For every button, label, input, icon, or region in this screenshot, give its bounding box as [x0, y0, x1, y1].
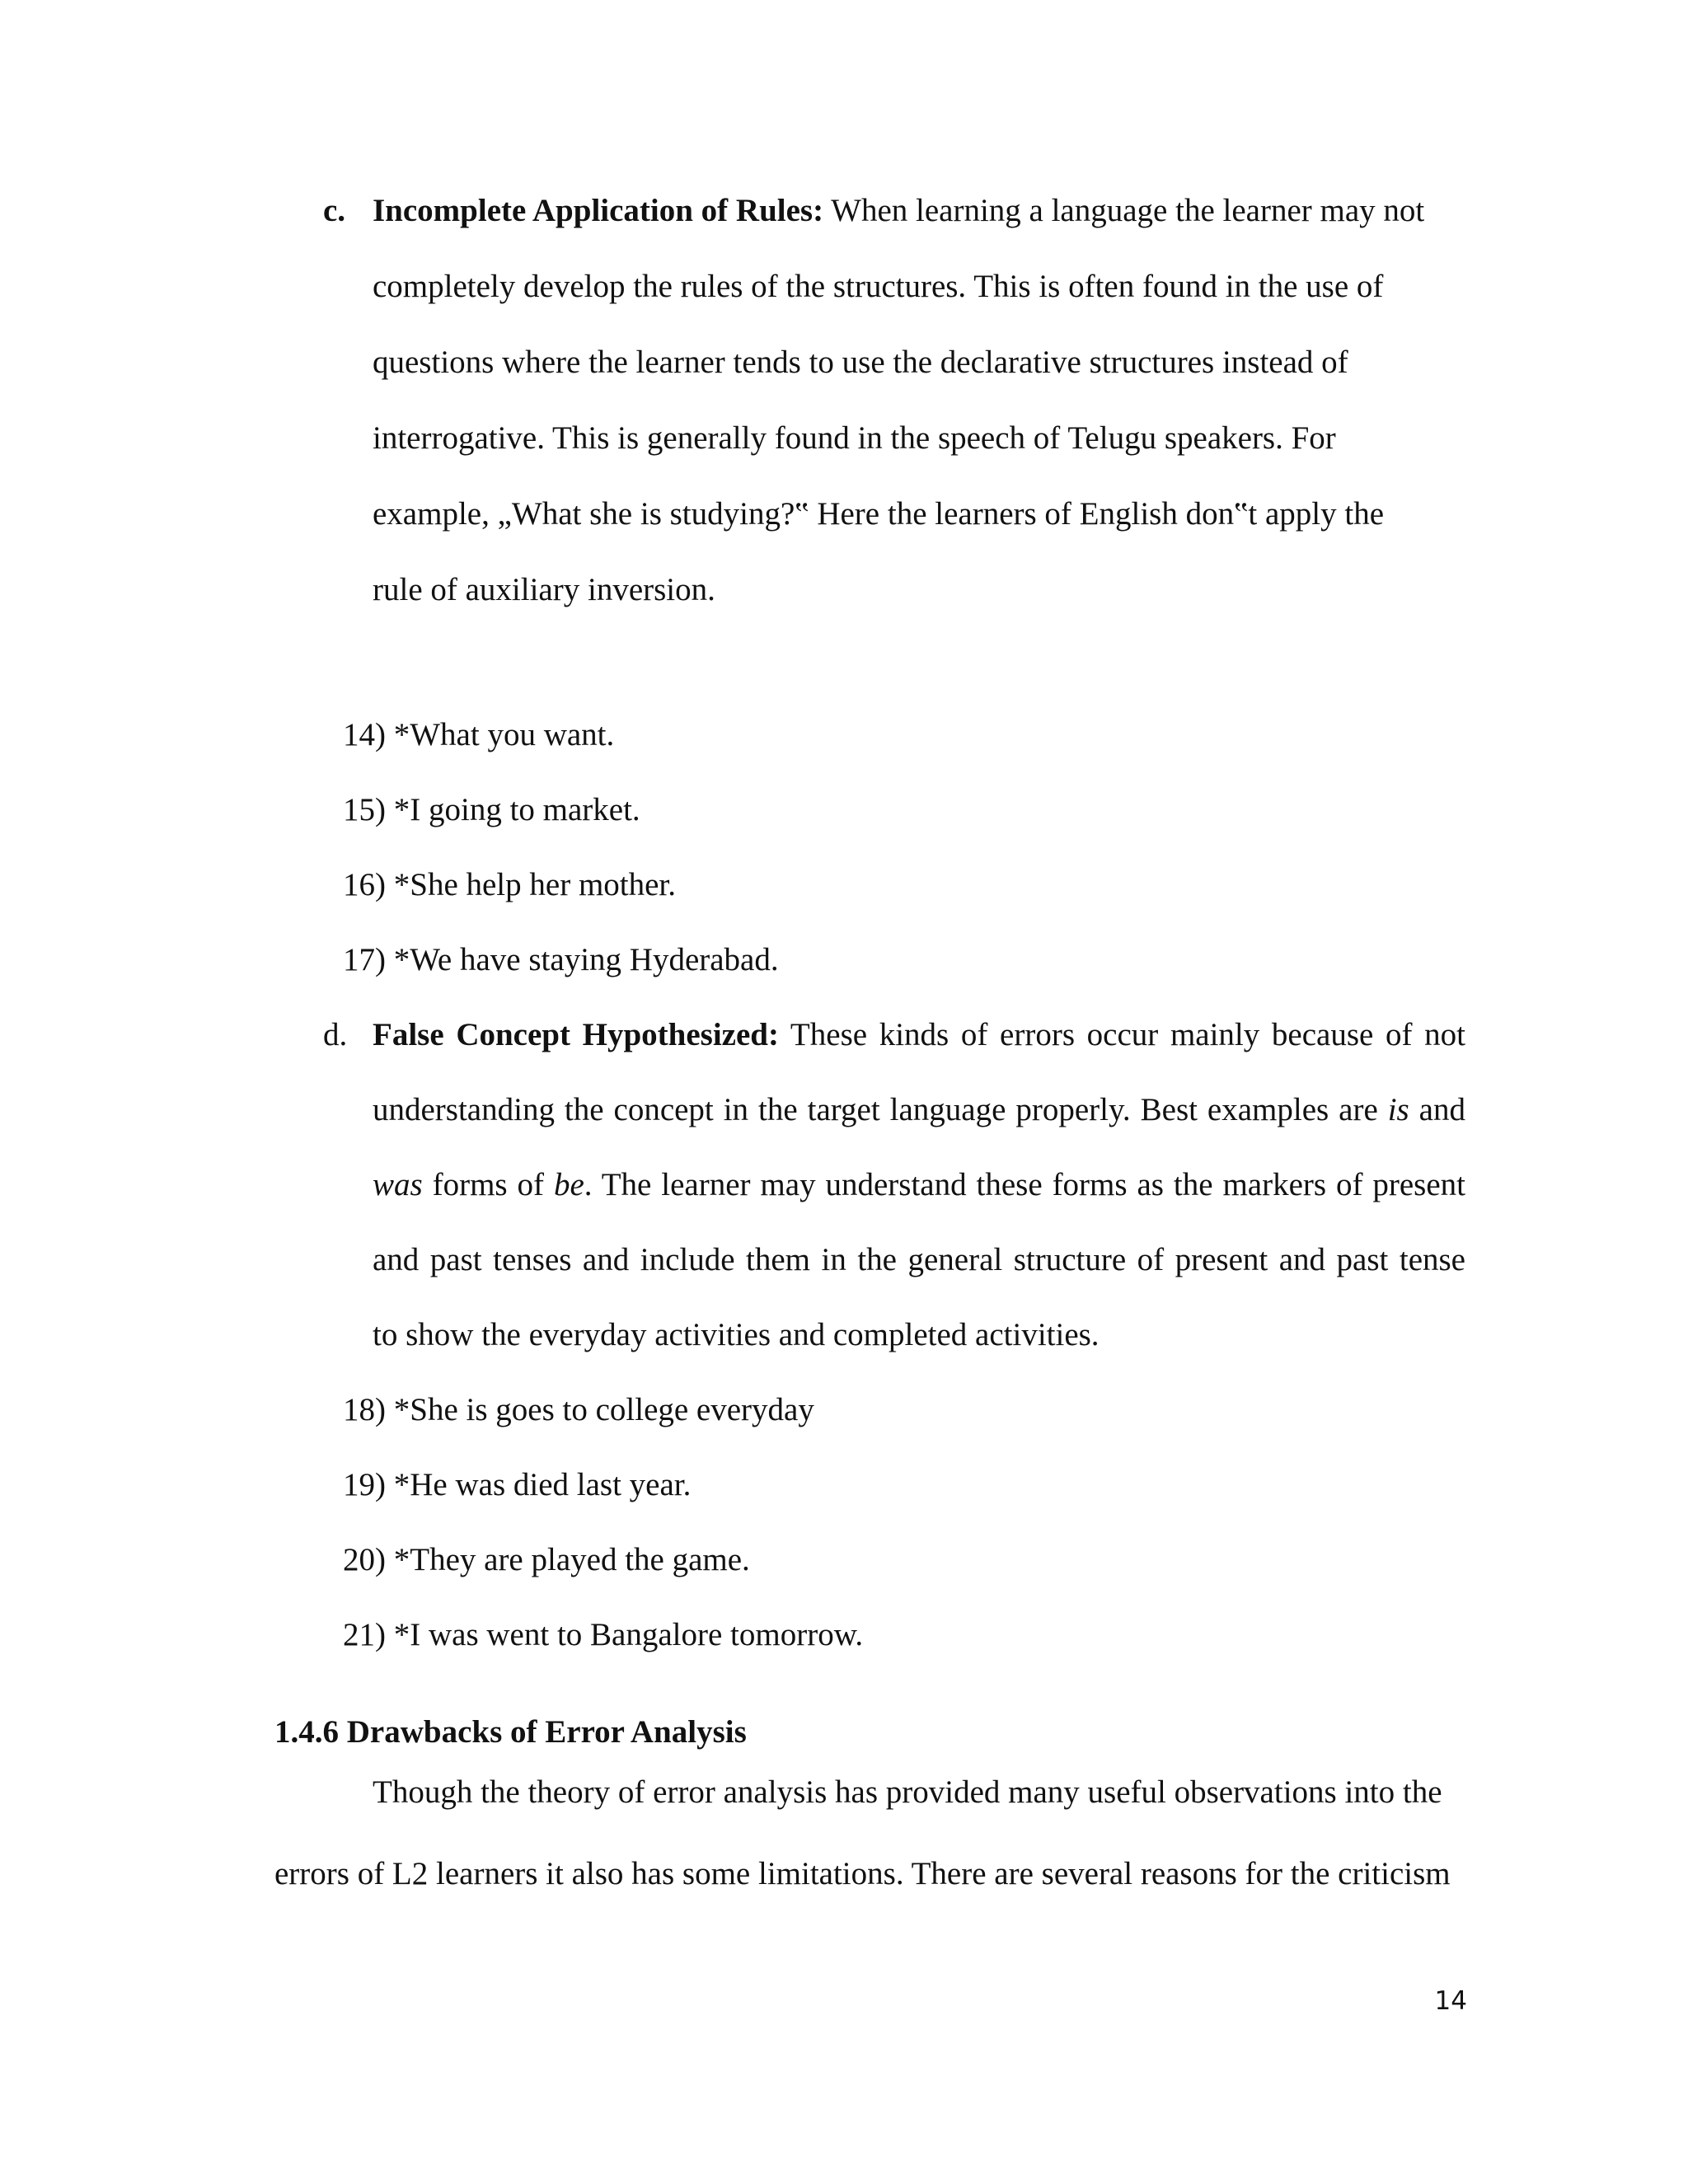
item-c-line: completely develop the rules of the structures. This is often found in the use of [373, 269, 1384, 304]
list-marker-c: c. [323, 193, 346, 228]
example-text: *We have staying Hyderabad. [393, 942, 779, 977]
example-number: 19) [343, 1467, 386, 1502]
italic-term-is: is [1387, 1092, 1409, 1127]
example-text: *I was went to Bangalore tomorrow. [393, 1617, 864, 1652]
example-text: *What you want. [393, 717, 615, 752]
list-marker-d: d. [323, 1017, 348, 1052]
italic-term-be: be [553, 1167, 584, 1202]
example-number: 17) [343, 942, 386, 977]
item-c-first-line-text: When learning a language the learner may not [823, 193, 1425, 228]
item-c-line: example, „What she is studying?‟ Here the learners of English don‟t apply the [373, 496, 1385, 532]
item-c-first-line [373, 192, 1424, 230]
example-item [343, 1466, 691, 1504]
paragraph-line: errors of L2 learners it also has some limitations. There are several reasons for the criticism [274, 1856, 1451, 1891]
example-item [343, 791, 640, 829]
example-item [343, 941, 779, 979]
page-number: 14 [1434, 1986, 1467, 2016]
item-d-line-text: and [1409, 1092, 1465, 1127]
item-d-line [373, 1166, 1465, 1204]
example-text: *She is goes to college everyday [393, 1392, 814, 1427]
item-d-term: False Concept Hypothesized: [373, 1017, 779, 1052]
item-d-line-text: understanding the concept in the target language properly. Best examples are [373, 1092, 1388, 1127]
example-text: *They are played the game. [393, 1542, 750, 1577]
item-d-first-line-text: These kinds of errors occur mainly because of not [778, 1017, 1465, 1052]
example-text: *I going to market. [393, 792, 640, 827]
example-number: 16) [343, 867, 386, 902]
paragraph-line: Though the theory of error analysis has provided many useful observations into the [373, 1774, 1442, 1810]
item-d-line-text: forms of [422, 1167, 554, 1202]
example-item [343, 1616, 863, 1654]
section-heading: 1.4.6 Drawbacks of Error Analysis [274, 1714, 747, 1750]
item-d-line-text: . The learner may understand these forms as the markers of present [584, 1167, 1465, 1202]
example-number: 15) [343, 792, 386, 827]
item-c-line: interrogative. This is generally found in the speech of Telugu speakers. For [373, 420, 1336, 456]
item-d-line: to show the everyday activities and completed activities. [373, 1317, 1100, 1352]
italic-term-was: was [373, 1167, 423, 1202]
item-d-line [373, 1091, 1465, 1129]
example-item [343, 1391, 814, 1429]
example-text: *He was died last year. [393, 1467, 692, 1502]
example-number: 21) [343, 1617, 386, 1652]
example-item [343, 866, 676, 904]
item-d-line: and past tenses and include them in the general structure of present and past tense [373, 1242, 1465, 1277]
example-item [343, 716, 614, 754]
example-number: 20) [343, 1542, 386, 1577]
example-number: 18) [343, 1392, 386, 1427]
item-d-first-line [373, 1016, 1465, 1054]
item-c-line: questions where the learner tends to use the declarative structures instead of [373, 344, 1348, 380]
item-c-term: Incomplete Application of Rules: [373, 193, 824, 228]
example-text: *She help her mother. [393, 867, 677, 902]
example-number: 14) [343, 717, 386, 752]
item-c-line: rule of auxiliary inversion. [373, 572, 715, 607]
example-item [343, 1541, 750, 1579]
